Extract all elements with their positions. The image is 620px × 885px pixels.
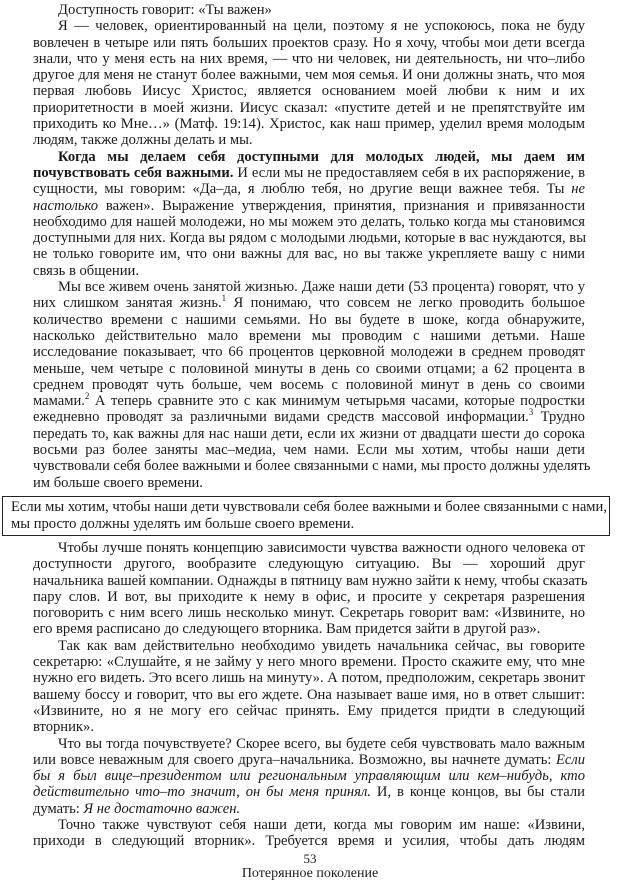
text-segment: людям, также должны делать и мы. <box>33 132 253 149</box>
text-block-top <box>33 2 591 491</box>
text-segment: или вовсе неважным для своего друга–начальника. Возможно, вы начнете думать: <box>33 751 556 768</box>
paragraph <box>33 18 585 148</box>
text-line <box>33 67 585 83</box>
text-segment: секретарю: «Слушайте, я не займу у него много времени. Просто скажите ему, что мне <box>33 654 585 671</box>
paragraph <box>33 279 591 491</box>
text-line <box>33 116 585 132</box>
text-line <box>33 605 585 621</box>
paragraph <box>33 736 585 817</box>
text-segment: Мы все живем очень занятой жизнью. Даже наши дети (53 процента) говорят, что у <box>58 279 585 296</box>
text-segment: А теперь сравните это с как минимум четырьмя часами, которые подростки <box>89 393 585 410</box>
text-segment: действительно что–то значит, он бы меня принял. <box>33 784 371 801</box>
text-line <box>33 589 585 605</box>
text-line <box>33 442 585 458</box>
text-line <box>33 279 585 295</box>
text-line <box>33 654 585 670</box>
callout-box <box>2 496 610 536</box>
text-segment: Я понимаю, что совсем не легко проводить большое <box>226 295 585 312</box>
text-block-bottom <box>33 540 588 850</box>
text-segment: Когда мы делаем себя доступными для молодых людей, мы даем им <box>58 148 585 165</box>
text-line <box>33 230 585 246</box>
text-line <box>33 458 591 475</box>
footnote-ref: 2 <box>84 391 90 402</box>
text-segment: мы просто должны уделять им больше своего времени. <box>11 516 355 532</box>
text-line <box>33 670 585 686</box>
text-segment: необходимо для нашей молодежи, но мы можем это делать, только когда мы становимся <box>33 213 585 230</box>
text-segment: Я не достаточно важен. <box>83 800 241 817</box>
text-segment: знали, что у меня есть на них время, — что ни человек, ни деятельность, ни что–либо <box>33 50 585 67</box>
text-line <box>33 35 585 51</box>
text-line <box>33 736 585 752</box>
text-segment: вторник». <box>33 719 94 736</box>
text-line <box>33 377 585 393</box>
text-line <box>33 556 585 572</box>
text-line <box>33 181 585 197</box>
text-segment: Точно также чувствуют себя наши дети, когда мы говорим им наше: «Извини, <box>58 817 585 834</box>
text-segment: меньше, чем четыре с половиной минуты в день со своими отцами; а 62 процента в <box>33 360 585 377</box>
text-line <box>33 149 585 165</box>
text-segment: нужно его видеть. Это всего лишь на минуту». А потом, предположим, секретарь звонит <box>33 670 585 687</box>
text-segment: не <box>571 181 585 198</box>
text-segment: приходи в следующий вторник». Требуется время и усилия, чтобы дать людям <box>33 833 585 850</box>
text-line <box>33 426 585 442</box>
text-segment: Что вы тогда почувствуете? Скорее всего, вы будете себя чувствовать мало важным <box>58 735 585 752</box>
text-line <box>33 2 585 18</box>
text-segment: И если мы не предоставляем себя в их распоряжение, в <box>233 164 586 181</box>
text-line <box>33 361 585 377</box>
text-line <box>11 516 603 533</box>
text-line <box>33 344 585 360</box>
text-segment: насколько действительно мало времени мы проводим с нашими детьми. Наше <box>33 327 585 344</box>
text-segment: его время расписано до следующего вторника. Вам придется зайти в другой раз». <box>33 621 541 638</box>
text-segment: Так как вам действительно необходимо увидеть начальника сейчас, вы говорите <box>58 637 585 654</box>
text-segment: доступными для них. Когда вы рядом с молодыми людьми, которые в вас нуждаются, вы <box>33 230 587 247</box>
text-line <box>33 752 585 768</box>
text-segment: другое для меня не станут более важными, чем моя семья. И они должны знать, что моя <box>33 67 585 84</box>
paragraph <box>33 2 585 18</box>
text-line <box>33 214 585 230</box>
text-line <box>33 409 585 425</box>
text-line <box>33 572 588 589</box>
text-line <box>33 703 585 719</box>
text-line <box>33 51 585 67</box>
text-segment: связь в общении. <box>33 262 140 279</box>
text-segment: Если <box>555 751 585 768</box>
text-segment: приоритетности в моей жизни. Иисус сказал: «пустите детей и не препятствуйте им <box>33 99 585 116</box>
text-segment: настолько <box>33 197 99 214</box>
text-line <box>33 768 585 784</box>
paragraph <box>33 638 585 736</box>
text-line <box>33 246 585 262</box>
text-line <box>33 393 585 409</box>
text-segment: бы я был вице–президентом или региональным управляющим или кем–нибудь, кто <box>33 768 585 785</box>
text-segment: приходить ко Мне…» (Матф. 19:14). Христос, как наш пример, уделил время молодым <box>33 116 585 133</box>
text-segment: вашему боссу и говорит, что вы его ждете. Она называет ваше имя, но в ответ слышит: <box>33 686 585 703</box>
text-line <box>11 499 608 516</box>
text-line <box>33 100 585 116</box>
text-segment: ежедневно проводят за различными видами средств массовой информации. <box>33 409 529 426</box>
text-segment: исследование показывает, что 66 процентов церковной молодежи в среднем проводят <box>33 344 585 361</box>
text-line <box>33 312 585 328</box>
text-segment: доступности другого, вообразите следующую ситуацию. Вы — хороший друг <box>33 556 585 573</box>
text-line <box>33 784 585 800</box>
text-segment: вовлечен в четыре или пять больших проектов сразу. Но я хочу, чтобы мои дети всегда <box>33 34 585 51</box>
text-line <box>33 687 585 703</box>
text-segment: среднем проводят чуть больше, чем восемь с половиной минут в день со своими <box>33 376 585 393</box>
paragraph <box>33 817 585 850</box>
text-segment: Чтобы лучше понять концепцию зависимости чувства важности одного человека от <box>58 540 585 556</box>
text-segment: пару слов. И вот, вы приходите к нему в офис, и просите у секретаря разрешения <box>33 588 585 605</box>
text-segment: почувствовать себя важными. <box>33 164 234 181</box>
text-segment: «Извините, но я не могу его сейчас принять. Ему придется придти в следующий <box>33 702 585 719</box>
text-line <box>33 817 585 833</box>
footnote-ref: 1 <box>221 293 227 304</box>
text-line <box>33 621 585 637</box>
footnote-ref: 3 <box>528 407 534 418</box>
text-line <box>33 263 585 279</box>
paragraph <box>33 540 588 638</box>
page-number: 53 <box>303 851 317 866</box>
text-line <box>33 165 585 181</box>
text-segment: Если мы хотим, чтобы наши дети чувствовали себя более важными и более связанными с нами, <box>11 499 608 515</box>
text-line <box>33 83 585 99</box>
text-line <box>33 18 585 34</box>
text-line <box>33 540 585 556</box>
footer-title: Потерянное поколение <box>241 866 379 881</box>
paragraph <box>33 149 585 279</box>
text-line <box>33 719 585 735</box>
text-segment: сущности, мы говорим: «Да–да, я люблю тебя, но другие вещи важнее тебя. Ты <box>33 181 572 198</box>
text-segment: первая любовь Иисус Христос, является основанием моей любви к ним и их <box>33 83 585 100</box>
text-line <box>33 801 585 817</box>
text-segment: Доступность говорит: «Ты важен» <box>58 2 272 18</box>
text-line <box>33 198 585 214</box>
text-segment: Я — человек, ориентированный на цели, поэтому я не успокоюсь, пока не буду <box>58 18 585 35</box>
text-segment: не только говорите им, что они важны для вас, но вы также укрепляете вашу с ними <box>33 246 585 263</box>
text-segment: передать то, как важны для нас наши дети, если их жизни от двадцати шести до сорока <box>33 425 585 442</box>
text-segment: поговорить с ним всего лишь несколько минут. Секретарь говорит вам: «Извините, но <box>33 605 585 622</box>
text-segment: мамами. <box>33 393 85 410</box>
text-segment: восьми раз более заняты мас–медиа, чем нами. Если мы хотим, чтобы наши дети <box>33 442 585 459</box>
text-segment: Трудно <box>533 409 585 426</box>
text-line <box>33 833 585 849</box>
text-line <box>33 638 585 654</box>
text-segment: них слишком занятая жизнь. <box>33 295 222 312</box>
text-segment: И, в конце концов, вы бы стали <box>370 784 585 801</box>
text-segment: важен». Выражение утверждения, принятия, признания и привязанности <box>98 197 585 214</box>
text-line <box>33 132 585 148</box>
text-segment: количество времени с нашими семьями. Но вы будете в шоке, когда обнаружите, <box>33 311 585 328</box>
text-line <box>33 295 585 311</box>
text-line <box>33 475 585 491</box>
paragraph <box>11 499 608 533</box>
text-segment: думать: <box>33 800 84 817</box>
text-line <box>33 328 585 344</box>
text-segment: им больше своего времени. <box>33 474 203 491</box>
text-segment: чувствовали себя более важными и более связанными с нами, мы просто должны уделять <box>33 458 591 475</box>
text-segment: начальника вашей компании. Однажды в пятницу вам нужно зайти к нему, чтобы сказать <box>33 572 588 589</box>
